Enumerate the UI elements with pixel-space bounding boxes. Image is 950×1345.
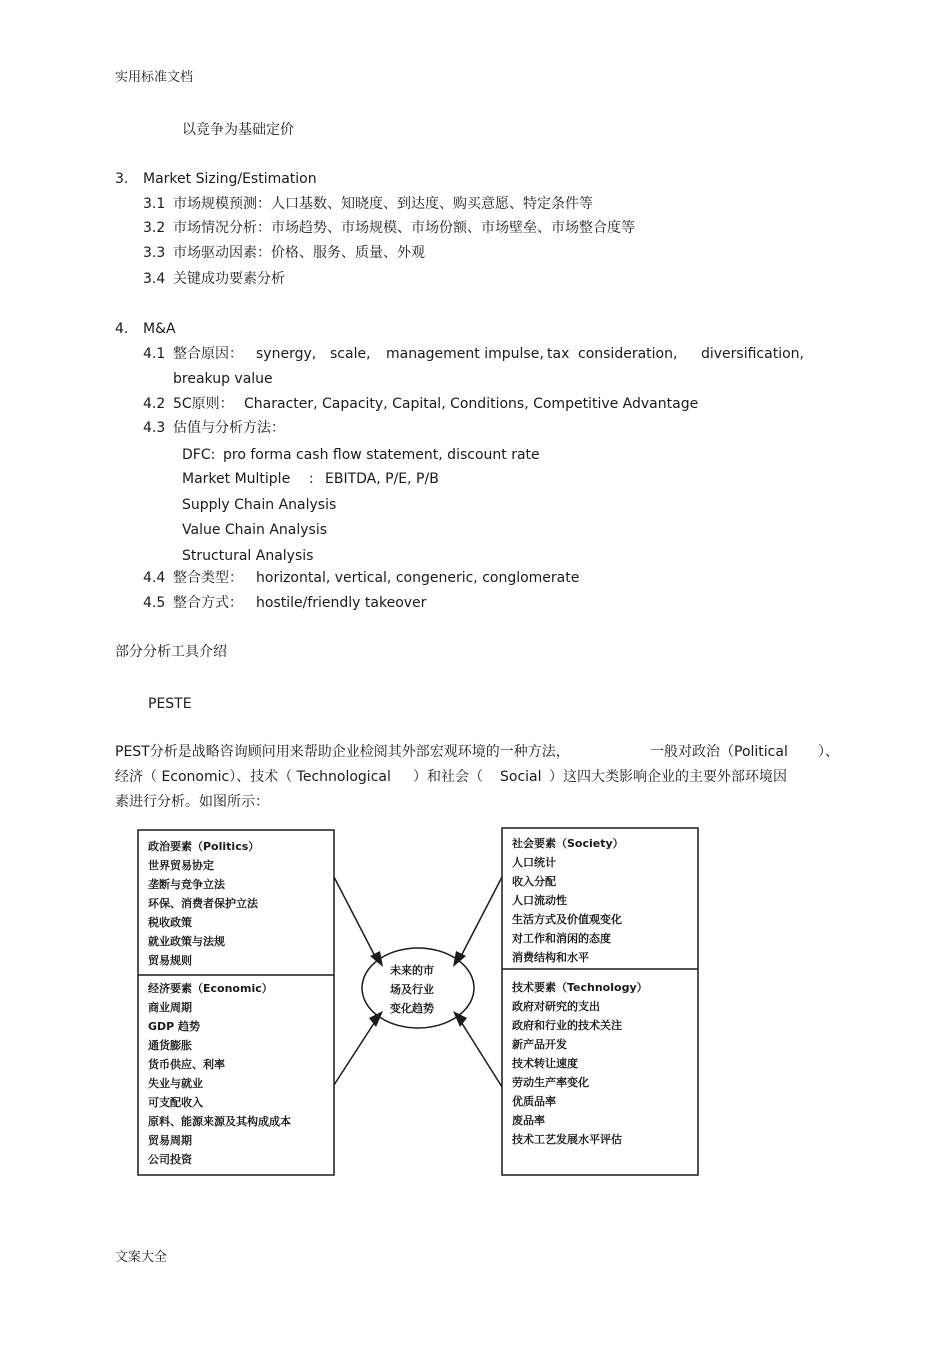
paragraph-line-1c: ）、 xyxy=(818,744,839,760)
paragraph-line-3: 素进行分析。如图所示： xyxy=(115,794,269,810)
section-3-number: 3. xyxy=(115,171,129,187)
method-structural: Structural Analysis xyxy=(182,548,314,564)
method-dfc-text: pro forma cash flow statement, discount rate xyxy=(223,447,540,463)
section-4-1-part: scale, xyxy=(330,346,371,362)
section-4-1-label: 整合原因： xyxy=(173,346,243,362)
society-item: 人口流动性 xyxy=(512,894,567,907)
paragraph-line-1b: 一般对政治（Political xyxy=(650,744,788,760)
method-value-chain: Value Chain Analysis xyxy=(182,522,328,538)
economic-item: 可支配收入 xyxy=(148,1096,203,1109)
method-market-multiple-sep: : xyxy=(309,471,314,487)
arrow-economic xyxy=(334,1017,378,1085)
section-4-2-label: 5C原则： xyxy=(173,396,234,412)
page-header: 实用标准文档 xyxy=(115,70,194,85)
section-3-1-number: 3.1 xyxy=(143,196,166,212)
arrow-head xyxy=(369,1011,383,1027)
section-4-2-number: 4.2 xyxy=(143,396,166,412)
section-4-number: 4. xyxy=(115,321,129,337)
section-3-4-number: 3.4 xyxy=(143,271,166,287)
section-4-5-number: 4.5 xyxy=(143,595,166,611)
section-4-1-part: consideration, xyxy=(578,346,678,362)
paragraph-line-2c: Social xyxy=(500,769,542,785)
section-4-1-part: management impulse, xyxy=(386,346,544,362)
section-4-1-part: tax xyxy=(547,346,570,362)
society-item: 收入分配 xyxy=(512,875,556,888)
technology-item: 政府和行业的技术关注 xyxy=(512,1019,622,1032)
society-title: 社会要素（Society） xyxy=(512,837,624,850)
politics-item: 环保、消费者保护立法 xyxy=(148,897,258,910)
center-text-line: 未来的市 xyxy=(390,964,434,977)
section-4-4-number: 4.4 xyxy=(143,570,166,586)
tools-heading: 部分分析工具介绍 xyxy=(115,644,227,660)
section-4-1-number: 4.1 xyxy=(143,346,166,362)
section-4-1-part: diversification, xyxy=(701,346,804,362)
section-4-4-label: 整合类型： xyxy=(173,570,243,586)
section-3-3-number: 3.3 xyxy=(143,245,166,261)
page-footer: 文案大全 xyxy=(115,1250,168,1265)
section-3-2-number: 3.2 xyxy=(143,220,166,236)
section-3-4-text: 关键成功要素分析 xyxy=(173,271,285,287)
section-4-4-text: horizontal, vertical, congeneric, conglomerate xyxy=(256,570,580,586)
section-4-1-continuation: breakup value xyxy=(173,371,273,387)
arrow-society xyxy=(458,877,502,962)
section-3-3-text: 市场驱动因素：价格、服务、质量、外观 xyxy=(173,245,425,261)
paragraph-line-1a: PEST分析是战略咨询顾问用来帮助企业检阅其外部宏观环境的一种方法， xyxy=(115,744,570,760)
society-item: 生活方式及价值观变化 xyxy=(512,913,622,926)
technology-item: 技术工艺发展水平评估 xyxy=(512,1133,622,1146)
section-4-3-number: 4.3 xyxy=(143,420,166,436)
economic-item: 原料、能源来源及其构成成本 xyxy=(148,1115,291,1128)
intro-line: 以竞争为基础定价 xyxy=(182,122,294,138)
paragraph-line-2d: ）这四大类影响企业的主要外部环境因 xyxy=(549,769,787,785)
paragraph-line-2a: 经济（ Economic）、技术（ Technological xyxy=(115,769,391,785)
politics-item: 垄断与竞争立法 xyxy=(148,878,225,891)
section-3-1-text: 市场规模预测：人口基数、知晓度、到达度、购买意愿、特定条件等 xyxy=(173,196,593,212)
society-item: 对工作和消闲的态度 xyxy=(512,932,611,945)
section-4-3-label: 估值与分析方法： xyxy=(173,420,285,436)
section-3-2-text: 市场情况分析：市场趋势、市场规模、市场份额、市场壁垒、市场整合度等 xyxy=(173,220,635,236)
method-supply-chain: Supply Chain Analysis xyxy=(182,497,337,513)
section-4-title: M&A xyxy=(143,321,176,337)
section-4-5-text: hostile/friendly takeover xyxy=(256,595,427,611)
technology-item: 政府对研究的支出 xyxy=(512,1000,600,1013)
technology-title: 技术要素（Technology） xyxy=(512,981,648,994)
economic-item: 通货膨胀 xyxy=(148,1039,192,1052)
society-item: 人口统计 xyxy=(512,856,556,869)
economic-item: 失业与就业 xyxy=(148,1077,203,1090)
method-dfc-label: DFC: xyxy=(182,447,216,463)
technology-item: 优质品率 xyxy=(512,1095,556,1108)
economic-item: 货币供应、利率 xyxy=(148,1058,225,1071)
arrow-technology xyxy=(458,1017,502,1087)
economic-item: GDP 趋势 xyxy=(148,1020,201,1033)
method-market-multiple-label: Market Multiple xyxy=(182,471,291,487)
politics-title: 政治要素（Politics） xyxy=(148,840,260,853)
section-3-title: Market Sizing/Estimation xyxy=(143,171,317,187)
technology-item: 劳动生产率变化 xyxy=(512,1076,589,1089)
center-text-line: 场及行业 xyxy=(390,983,434,996)
section-4-5-label: 整合方式： xyxy=(173,595,243,611)
arrow-head xyxy=(453,1011,467,1027)
section-4-2-text: Character, Capacity, Capital, Conditions, Competitive Advantage xyxy=(244,396,699,412)
technology-item: 技术转让速度 xyxy=(512,1057,578,1070)
pest-diagram xyxy=(130,825,710,1180)
peste-heading: PESTE xyxy=(148,696,192,712)
economic-item: 商业周期 xyxy=(148,1001,192,1014)
politics-item: 就业政策与法规 xyxy=(148,935,225,948)
arrow-politics xyxy=(334,877,378,962)
economic-item: 贸易周期 xyxy=(148,1134,192,1147)
politics-item: 贸易规则 xyxy=(148,954,192,967)
economic-item: 公司投资 xyxy=(148,1153,192,1166)
method-market-multiple-text: EBITDA, P/E, P/B xyxy=(325,471,439,487)
politics-item: 世界贸易协定 xyxy=(148,859,214,872)
technology-item: 新产品开发 xyxy=(512,1038,567,1051)
paragraph-line-2b: ）和社会（ xyxy=(413,769,483,785)
section-4-1-part: synergy, xyxy=(256,346,317,362)
economic-title: 经济要素（Economic） xyxy=(148,982,273,995)
technology-item: 废品率 xyxy=(512,1114,545,1127)
politics-item: 税收政策 xyxy=(148,916,192,929)
center-text-line: 变化趋势 xyxy=(390,1002,434,1015)
society-item: 消费结构和水平 xyxy=(512,951,589,964)
